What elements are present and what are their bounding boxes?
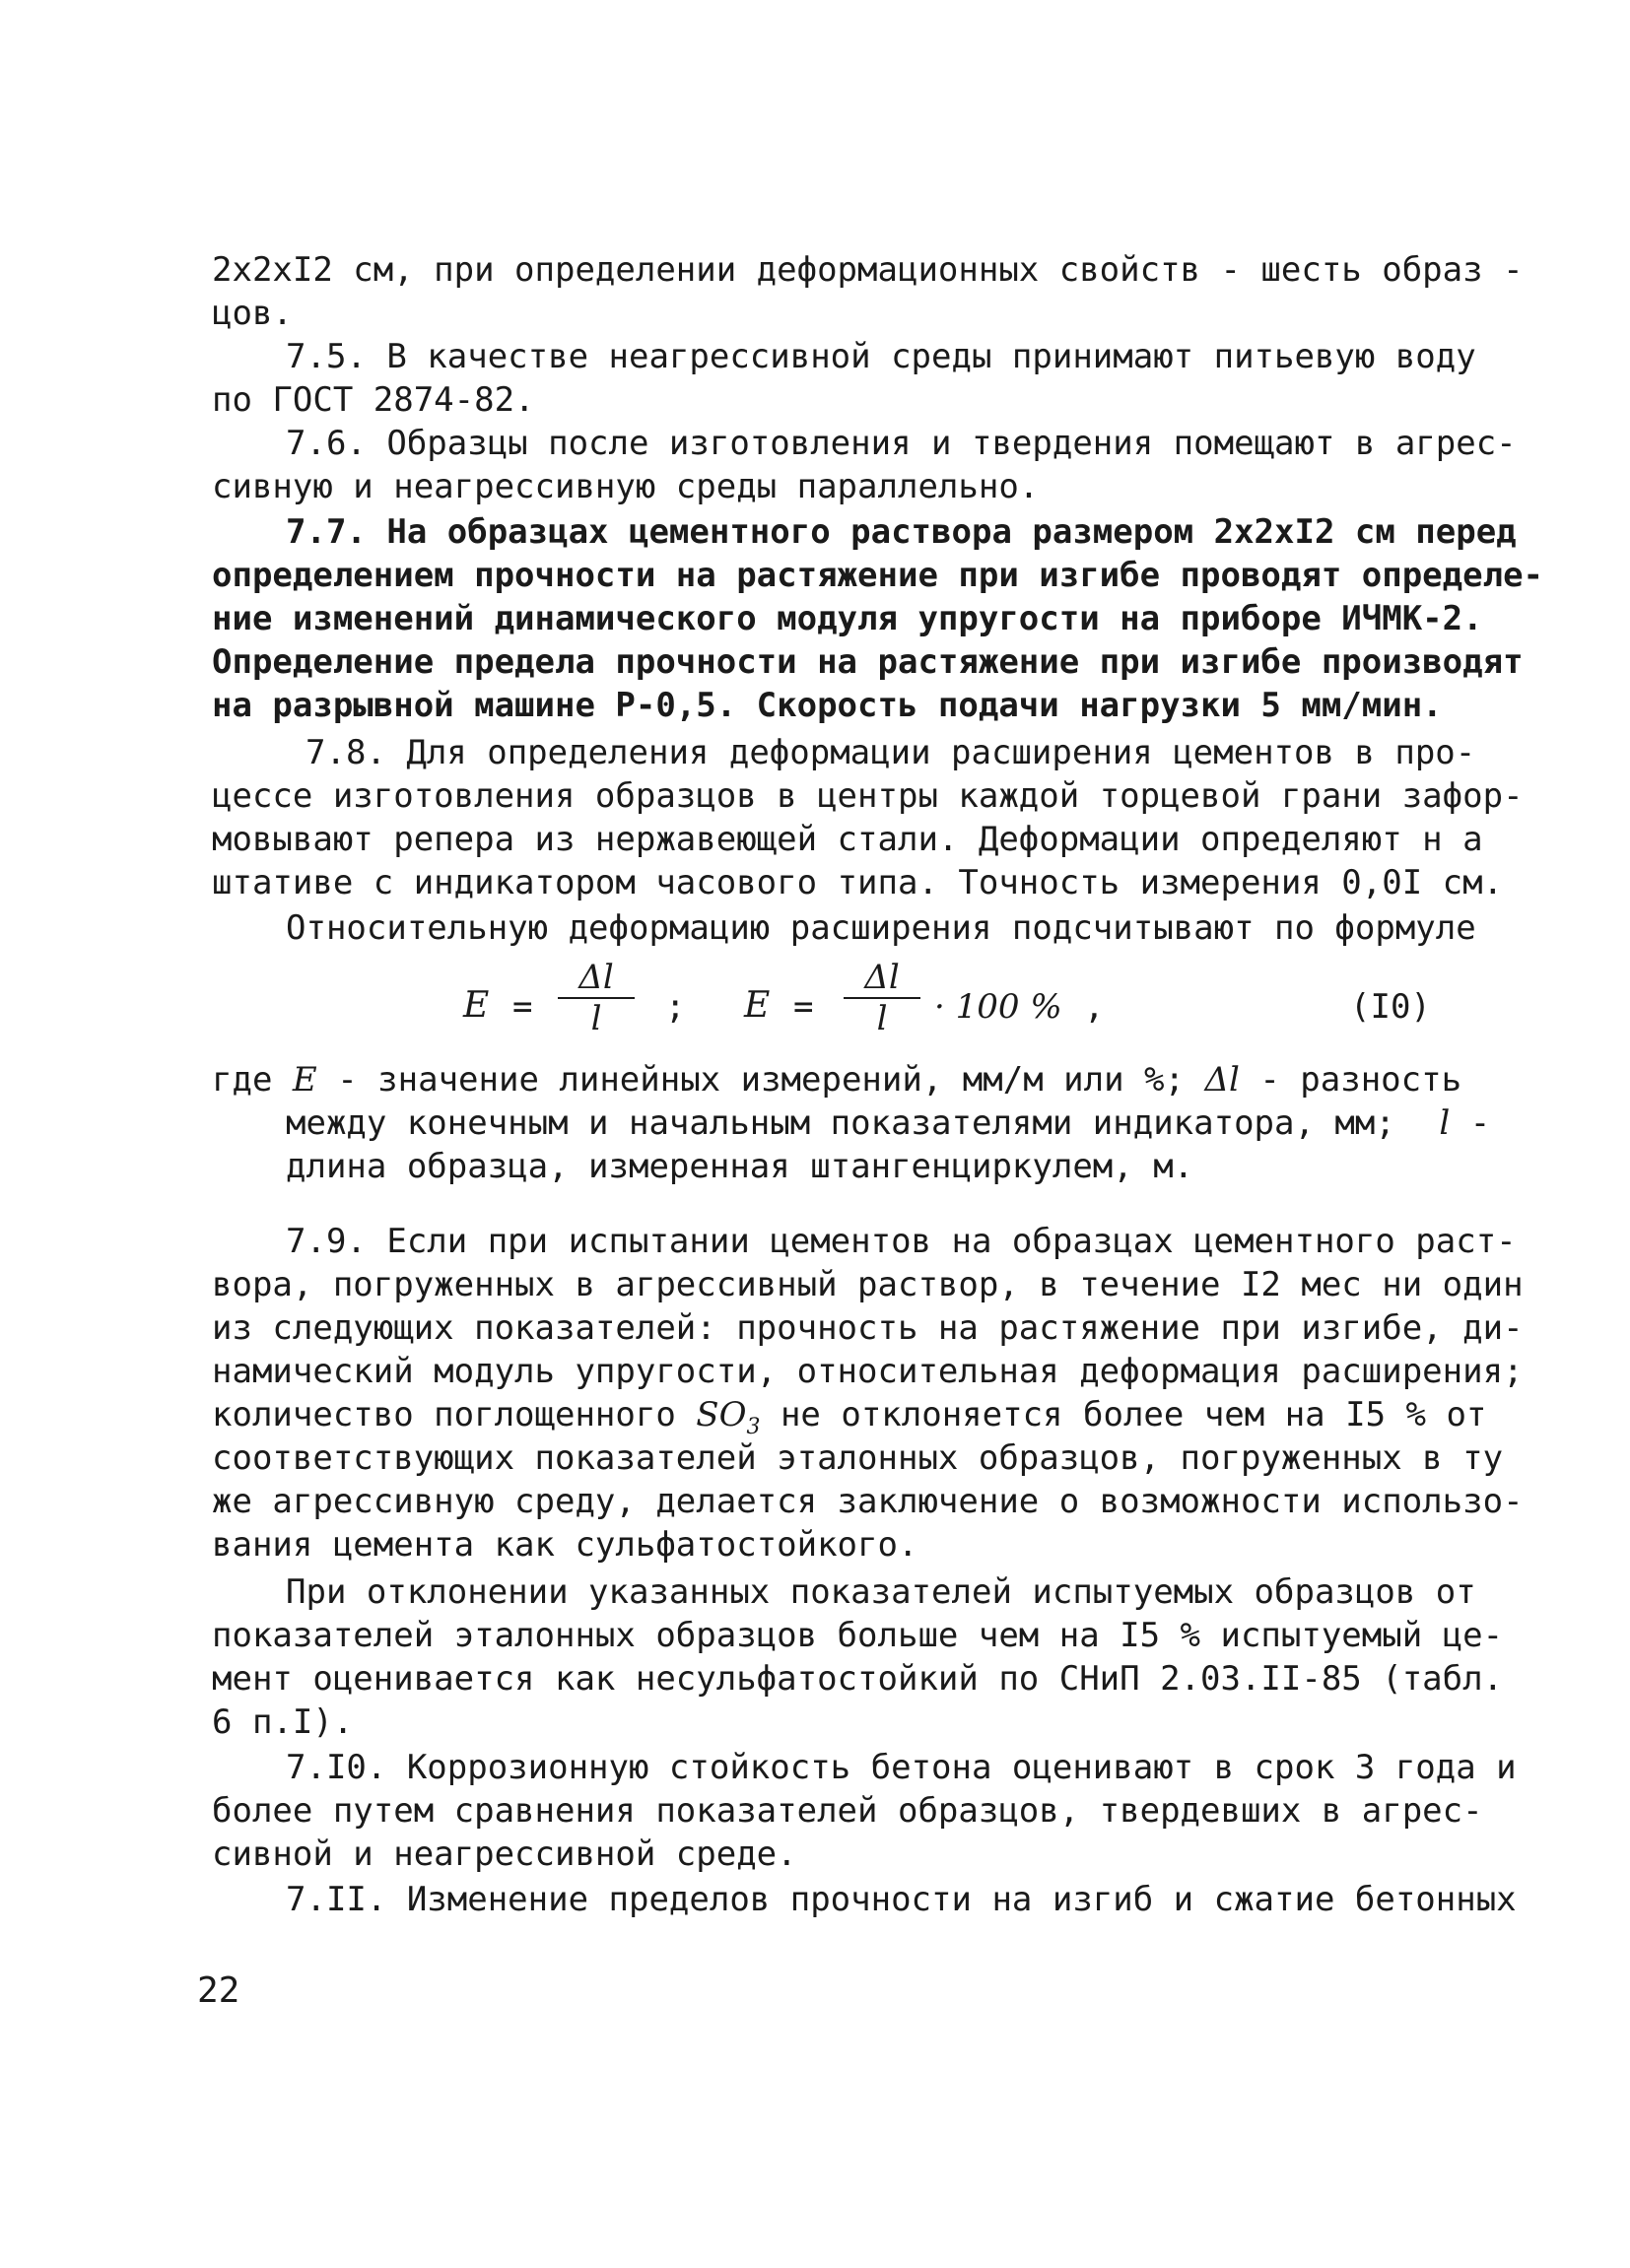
formula-var-e: E	[744, 985, 771, 1026]
text-line: цов.	[212, 294, 293, 333]
text-line: более путем сравнения показателей образцов, твердевших в агрес-	[212, 1791, 1483, 1831]
text-line: 7.5. В качестве неагрессивной среды принимают питьевую воду	[286, 337, 1476, 376]
text-line: соответствующих показателей эталонных образцов, погруженных в ту	[212, 1438, 1504, 1478]
text-line: ние изменений динамического модуля упругости на приборе ИЧМК-2.	[212, 599, 1483, 638]
where-text: - разность	[1259, 1060, 1462, 1100]
text-line: сивную и неагрессивную среды параллельно.	[212, 467, 1040, 506]
text-line: по ГОСТ 2874-82.	[212, 380, 535, 420]
where-line	[286, 1101, 1508, 1145]
so3-symbol	[696, 1395, 761, 1439]
equation-number: (I0)	[1350, 987, 1431, 1027]
where-line	[212, 1058, 1462, 1101]
formula-separator: ;	[665, 987, 686, 1027]
text-line: вания цемента как сульфатостойкого.	[212, 1525, 918, 1565]
fraction-denominator: l	[590, 999, 602, 1038]
text-line: При отклонении указанных показателей испытуемых образцов от	[286, 1572, 1476, 1612]
formula-var-e: E	[463, 985, 490, 1026]
text-line: 7.6. Образцы после изготовления и твердения помещают в агрес-	[286, 424, 1517, 463]
text-line: мент оценивается как несульфатостойкий по СНиП 2.03.II-85 (табл.	[212, 1659, 1504, 1699]
where-word: где	[212, 1060, 273, 1100]
page-number: 22	[197, 1970, 240, 2011]
symbol-e: E	[292, 1060, 317, 1100]
so3-base: SO	[696, 1395, 747, 1434]
text-line: 7.7. На образцах цементного раствора размером 2x2xI2 см перед	[286, 512, 1517, 552]
fraction-numerator: Δl	[578, 958, 614, 997]
text-line: 7.II. Изменение пределов прочности на изгиб и сжатие бетонных	[286, 1880, 1517, 1919]
text-line: на разрывной машине Р-0,5. Скорость подачи нагрузки 5 мм/мин.	[212, 686, 1443, 725]
text-line: из следующих показателей: прочность на растяжение при изгибе, ди-	[212, 1308, 1524, 1348]
formula-fraction	[838, 958, 926, 1038]
text-line: 6 п.I).	[212, 1702, 354, 1742]
where-text: -	[1469, 1103, 1491, 1143]
text-line: Определение предела прочности на растяжение при изгибе производят	[212, 642, 1524, 682]
fraction-numerator: Δl	[864, 958, 900, 997]
text-line: намический модуль упругости, относительная деформация расширения;	[212, 1352, 1524, 1391]
text-line: мовывают репера из нержавеющей стали. Деформации определяют н а	[212, 820, 1483, 859]
symbol-l: l	[1439, 1103, 1451, 1143]
text-line: штативе с индикатором часового типа. Точность измерения 0,0I см.	[212, 863, 1504, 902]
fraction-denominator: l	[876, 999, 888, 1038]
formula-equals: =	[512, 987, 533, 1027]
text-line: 7.8. Для определения деформации расширения цементов в про-	[306, 733, 1476, 772]
where-text: между конечным и начальным показателями индикатора, мм;	[286, 1103, 1395, 1143]
text-line: определением прочности на растяжение при изгибе проводят определе-	[212, 556, 1544, 595]
formula-fraction	[552, 958, 641, 1038]
text-line: сивной и неагрессивной среде.	[212, 1834, 797, 1874]
formula-equals: =	[793, 987, 814, 1027]
text-fragment: не отклоняется более чем на I5 % от	[780, 1395, 1487, 1434]
text-line: показателей эталонных образцов больше чем на I5 % испытуемый це-	[212, 1616, 1504, 1655]
text-line: 2x2xI2 см, при определении деформационных свойств - шесть образ -	[212, 250, 1524, 290]
text-line: же агрессивную среду, делается заключение о возможности использо-	[212, 1482, 1524, 1521]
where-line: длина образца, измеренная штангенциркулем, м.	[286, 1147, 1194, 1186]
text-fragment: количество поглощенного	[212, 1395, 676, 1434]
text-line: 7.I0. Коррозионную стойкость бетона оценивают в срок 3 года и	[286, 1748, 1517, 1787]
so3-subscript: 3	[746, 1414, 761, 1439]
text-line: 7.9. Если при испытании цементов на образцах цементного раст-	[286, 1222, 1517, 1261]
text-line: Относительную деформацию расширения подсчитывают по формуле	[286, 908, 1476, 948]
formula-10	[0, 958, 1630, 1066]
text-line: цессе изготовления образцов в центры каждой торцевой грани зафор-	[212, 776, 1524, 816]
formula-multiplier: · 100 %	[934, 987, 1062, 1027]
text-line: вора, погруженных в агрессивный раствор, в течение I2 мес ни один	[212, 1265, 1524, 1304]
where-text: - значение линейных измерений, мм/м или %;	[337, 1060, 1185, 1100]
symbol-delta-l: Δl	[1204, 1060, 1240, 1100]
formula-comma: ,	[1084, 987, 1105, 1027]
